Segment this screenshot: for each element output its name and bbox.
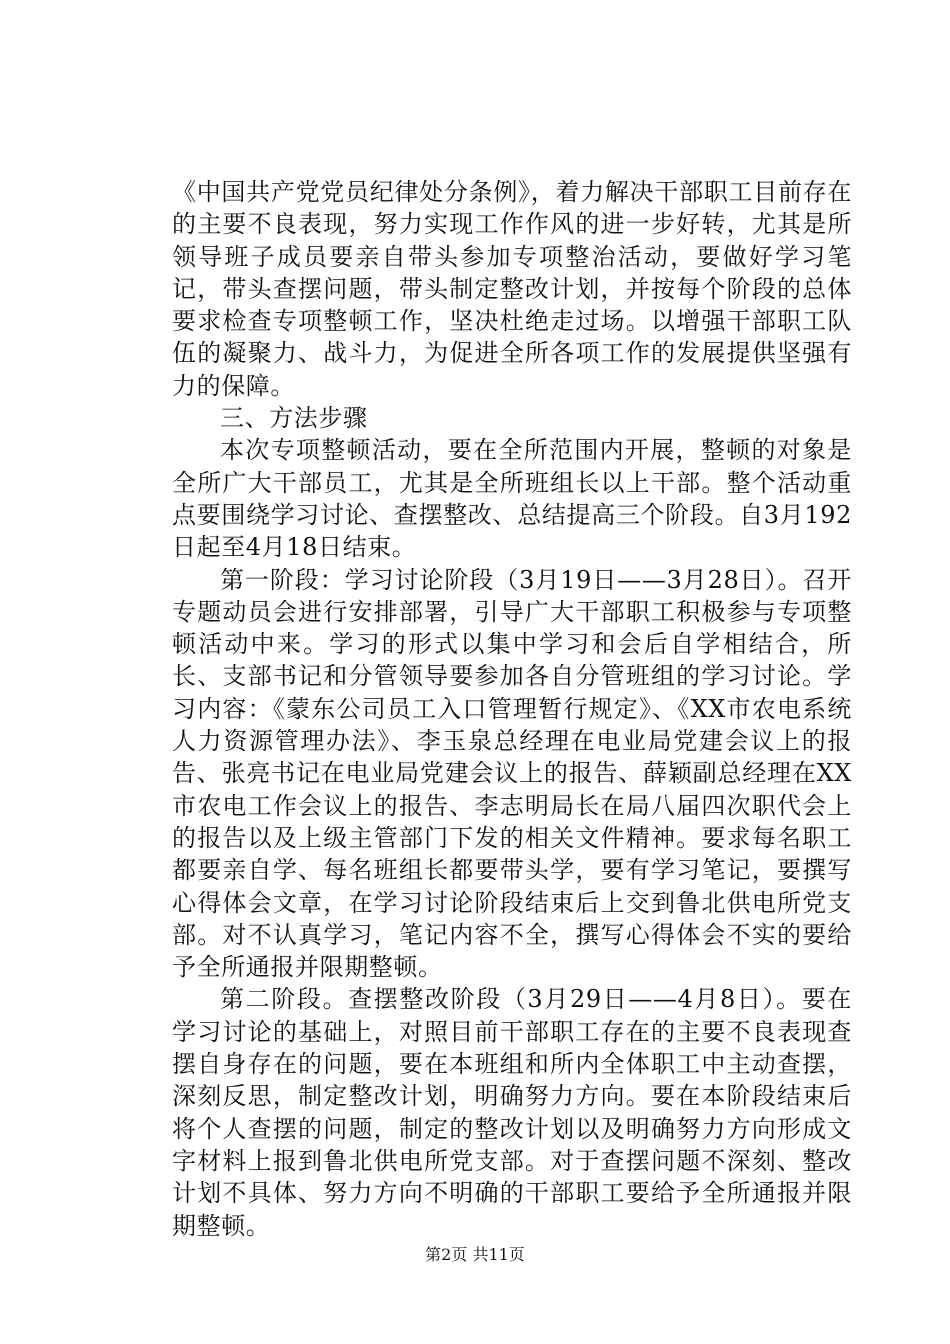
paragraph-4: 第一阶段：学习讨论阶段（3月19日——3月28日）。召开专题动员会进行安排部署，引导广大干部职工积极参与专项整顿活动中来。学习的形式以集中学习和会后自学相结合，所长、支部书记和分管领导要参加各自分管班组的学习讨论。学习内容：《蒙东公司员工入口管理暂行规定》、《XX市农电系统人力资源管理办法》、李玉泉总经理在电业局党建会议上的报告、张亮书记在电业局党建会议上的报告、薛颖副总经理在XX市农电工作会议上的报告、李志明局长在局八届四次职代会上的报告以及上级主管部门下发的相关文件精神。要求每名职工都要亲自学、每名班组长都要带头学，要有学习笔记，要撰写心得体会文章，在学习讨论阶段结束后上交到鲁北供电所党支部。对不认真学习，笔记内容不全，撰写心得体会不实的要给予全所通报并限期整顿。	[172, 565, 852, 982]
section-heading-methods: 三、方法步骤	[220, 404, 368, 433]
document-body	[172, 176, 852, 1242]
paragraph-5: 第二阶段。查摆整改阶段（3月29日——4月8日）。要在学习讨论的基础上，对照目前干部职工存在的主要不良表现查摆自身存在的问题，要在本班组和所内全体职工中主动查摆，深刻反思，制定整改计划，明确努力方向。要在本阶段结束后将个人查摆的问题，制定的整改计划以及明确努力方向形成文字材料上报到鲁北供电所党支部。对于查摆问题不深刻、整改计划不具体、努力方向不明确的干部职工要给予全所通报并限期整顿。	[172, 985, 852, 1240]
paragraph-3: 本次专项整顿活动，要在全所范围内开展，整顿的对象是全所广大干部员工，尤其是全所班组长以上干部。整个活动重点要围绕学习讨论、查摆整改、总结提高三个阶段。自3月192日起至4月18日结束。	[172, 436, 852, 562]
page-footer: 第2页 共11页	[425, 1245, 525, 1264]
paragraph-1: 《中国共产党党员纪律处分条例》，着力解决干部职工目前存在的主要不良表现，努力实现工作作风的进一步好转，尤其是所领导班子成员要亲自带头参加专项整治活动，要做好学习笔记，带头查摆问题，带头制定整改计划，并按每个阶段的总体要求检查专项整顿工作，坚决杜绝走过场。以增强干部职工队伍的凝聚力、战斗力，为促进全所各项工作的发展提供坚强有力的保障。	[172, 178, 852, 400]
